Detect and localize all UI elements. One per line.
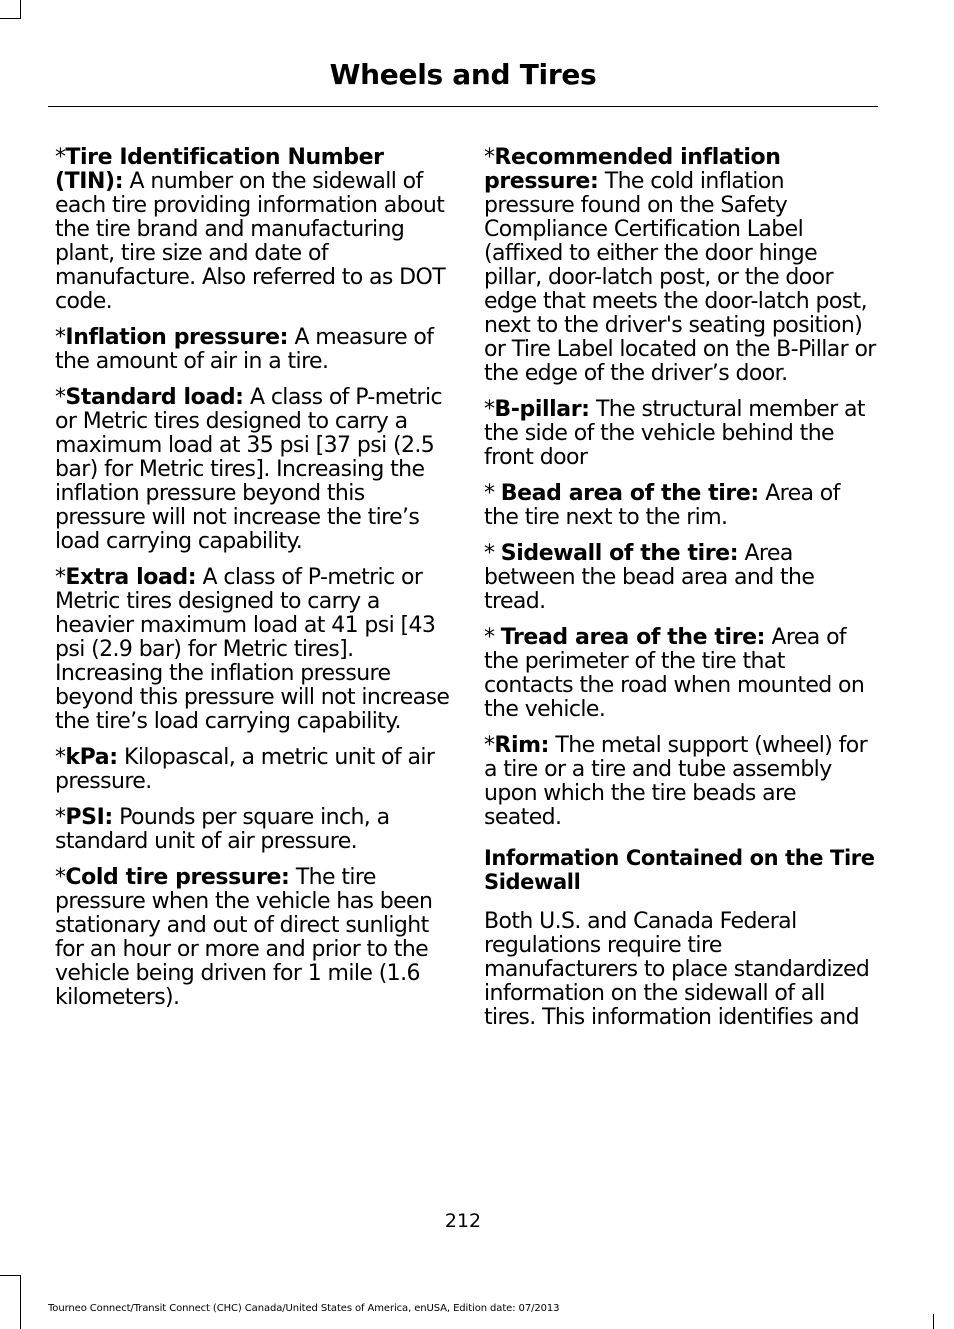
page-number: 212 xyxy=(444,1210,482,1232)
definition-inflation-pressure: *Inflation pressure: A measure of the amount of air in a tire. xyxy=(55,325,434,374)
definition-kpa: *kPa: Kilopascal, a metric unit of air pressure. xyxy=(55,745,435,794)
definition-recommended-inflation-pressure: *Recommended inflation pressure: The cold inflation pressure found on the Safety Compliance Certification Label (affixed to either the door hinge pillar, door-latch post, or the door edge that meets the door-latch post, next to the driver's seating position) or Tire Label located on the B-Pillar or the edge of the driver’s door. xyxy=(484,145,876,386)
section-heading: Information Contained on the Tire Sidewall xyxy=(484,846,875,894)
right-column xyxy=(484,146,879,1042)
definition-b-pillar: *B-pillar: The structural member at the side of the vehicle behind the front door xyxy=(484,397,865,470)
definition-sidewall: * Sidewall of the tire: Area between the bead area and the tread. xyxy=(484,541,815,614)
crop-mark xyxy=(0,18,20,19)
left-column xyxy=(55,146,450,1022)
definition-tin: *Tire Identification Number (TIN): A number on the sidewall of each tire providing information about the tire brand and manufacturing plant, tire size and date of manufacture. Also referred to as DOT code. xyxy=(55,145,446,314)
definition-psi: *PSI: Pounds per square inch, a standard unit of air pressure. xyxy=(55,805,390,854)
definition-bead-area: * Bead area of the tire: Area of the tire next to the rim. xyxy=(484,481,840,530)
definition-tread-area: * Tread area of the tire: Area of the perimeter of the tire that contacts the road when mounted on the vehicle. xyxy=(484,625,865,722)
section-paragraph: Both U.S. and Canada Federal regulations require tire manufacturers to place standardized information on the sidewall of all tires. This information identifies and xyxy=(484,909,870,1030)
definition-cold-tire-pressure: *Cold tire pressure: The tire pressure when the vehicle has been stationary and out of direct sunlight for an hour or more and prior to the vehicle being driven for 1 mile (1.6 kilometers). xyxy=(55,865,433,1010)
definition-extra-load: *Extra load: A class of P-metric or Metric tires designed to carry a heavier maximum load at 41 psi [43 psi (2.9 bar) for Metric tires]. Increasing the inflation pressure beyond this pressure will not increase the tire’s load carrying capability. xyxy=(55,565,450,734)
crop-mark xyxy=(20,0,21,19)
definition-rim: *Rim: The metal support (wheel) for a tire or a tire and tube assembly upon which the tire beads are seated. xyxy=(484,733,868,830)
edition-footer: Tourneo Connect/Transit Connect (CHC) Canada/United States of America, enUSA, Edition date: 07/2013 xyxy=(48,1303,560,1314)
page-title: Wheels and Tires xyxy=(329,58,597,91)
crop-mark xyxy=(0,1275,20,1276)
definition-standard-load: *Standard load: A class of P-metric or Metric tires designed to carry a maximum load at 35 psi [37 psi (2.5 bar) for Metric tires]. Increasing the inflation pressure beyond this pressure will not increase the tire’s load carrying capability. xyxy=(55,385,442,554)
crop-mark xyxy=(933,1314,934,1329)
crop-mark xyxy=(20,1275,21,1329)
title-rule xyxy=(48,106,878,107)
